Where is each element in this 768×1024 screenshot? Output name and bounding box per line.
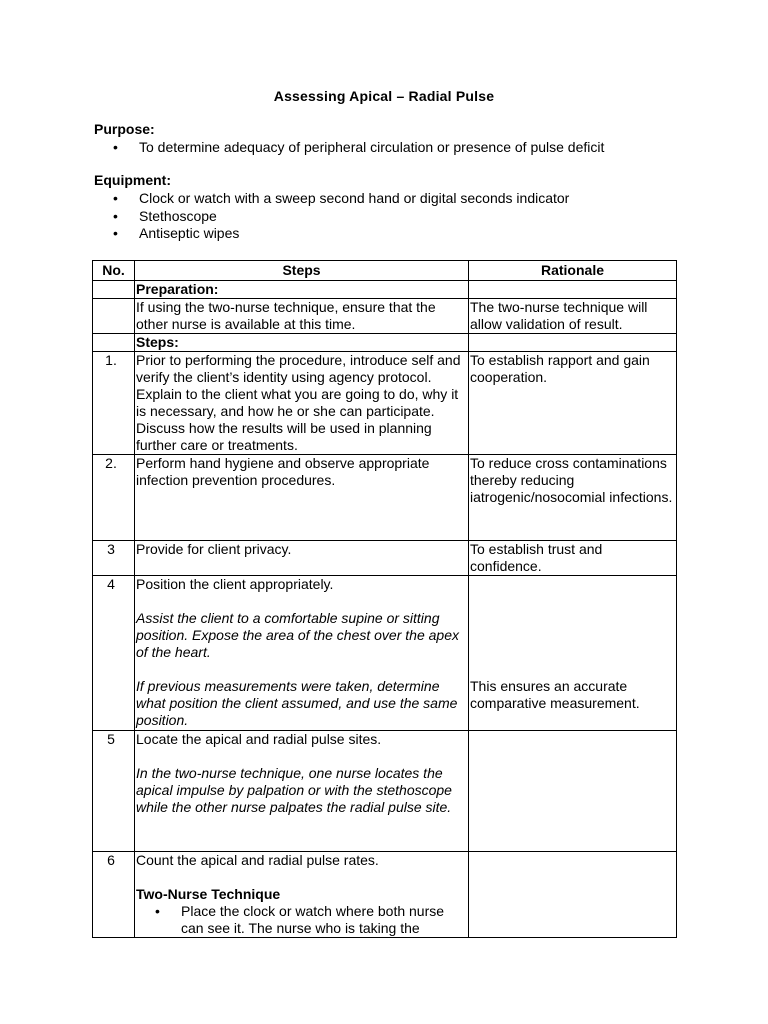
table-row	[93, 352, 677, 455]
empty-cell	[93, 281, 135, 299]
rationale-cell: To establish rapport and gain cooperation.	[469, 352, 677, 455]
step-number: 5	[93, 731, 135, 852]
equipment-heading: Equipment:	[94, 172, 171, 188]
technique-subheading: Two-Nurse Technique	[136, 886, 281, 902]
step-cell	[135, 731, 469, 852]
table-row	[93, 852, 677, 938]
step-cell	[135, 852, 469, 938]
equipment-item: • Antiseptic wipes	[94, 225, 569, 243]
rationale-cell	[469, 731, 677, 852]
step-detail-text: In the two-nurse technique, one nurse locates the apical impulse by palpation or with the stethoscope while the other nurse palpates the radial pulse site.	[136, 765, 452, 815]
steps-label: Steps:	[135, 334, 469, 352]
step-number: 3	[93, 541, 135, 576]
empty-cell	[93, 334, 135, 352]
step-number: 4	[93, 576, 135, 731]
step-text: Count the apical and radial pulse rates.	[136, 852, 379, 868]
rationale-cell: The two-nurse technique will allow validation of result.	[469, 299, 677, 334]
equipment-item: • Clock or watch with a sweep second hand or digital seconds indicator	[94, 190, 569, 208]
technique-list	[136, 903, 467, 937]
header-rationale: Rationale	[469, 261, 677, 281]
empty-cell	[469, 334, 677, 352]
purpose-heading: Purpose:	[94, 121, 155, 137]
table-row	[93, 334, 677, 352]
equipment-list	[94, 190, 569, 243]
step-text: Locate the apical and radial pulse sites.	[136, 731, 382, 747]
rationale-cell	[469, 576, 677, 731]
table-row	[93, 299, 677, 334]
table-row	[93, 576, 677, 731]
step-number: 2.	[93, 455, 135, 541]
preparation-label: Preparation:	[135, 281, 469, 299]
empty-cell	[469, 281, 677, 299]
step-number: 6	[93, 852, 135, 938]
step-cell: Perform hand hygiene and observe appropriate infection prevention procedures.	[135, 455, 469, 541]
table-row	[93, 541, 677, 576]
rationale-cell: To reduce cross contaminations thereby reducing iatrogenic/nosocomial infections.	[469, 455, 677, 541]
step-detail-text: If previous measurements were taken, determine what position the client assumed, and use the same position.	[136, 678, 458, 728]
page-title: Assessing Apical – Radial Pulse	[273, 88, 495, 104]
purpose-item: • To determine adequacy of peripheral circulation or presence of pulse deficit	[94, 139, 604, 157]
step-cell: Prior to performing the procedure, introduce self and verify the client’s identity using agency protocol. Explain to the client what you are going to do, why it is necessary, and how he or she can participate. Discuss how the results will be used in planning further care or treatments.	[135, 352, 469, 455]
step-cell: If using the two-nurse technique, ensure that the other nurse is available at this time.	[135, 299, 469, 334]
table-header-row	[93, 261, 677, 281]
equipment-item: • Stethoscope	[94, 208, 569, 226]
rationale-cell	[469, 852, 677, 938]
empty-cell	[93, 299, 135, 334]
rationale-spacer	[470, 576, 675, 678]
procedure-table	[92, 260, 677, 938]
technique-item: • Place the clock or watch where both nurse can see it. The nurse who is taking the	[136, 903, 467, 937]
rationale-cell: To establish trust and confidence.	[469, 541, 677, 576]
purpose-list	[94, 139, 604, 157]
step-cell: Provide for client privacy.	[135, 541, 469, 576]
step-number: 1.	[93, 352, 135, 455]
header-no: No.	[93, 261, 135, 281]
rationale-text: This ensures an accurate comparative measurement.	[470, 678, 640, 711]
table-row	[93, 455, 677, 541]
table-row	[93, 731, 677, 852]
step-cell	[135, 576, 469, 731]
step-text: Position the client appropriately.	[136, 576, 334, 592]
header-steps: Steps	[135, 261, 469, 281]
table-row	[93, 281, 677, 299]
step-detail-text: Assist the client to a comfortable supine or sitting position. Expose the area of the chest over the apex of the heart.	[136, 610, 459, 660]
